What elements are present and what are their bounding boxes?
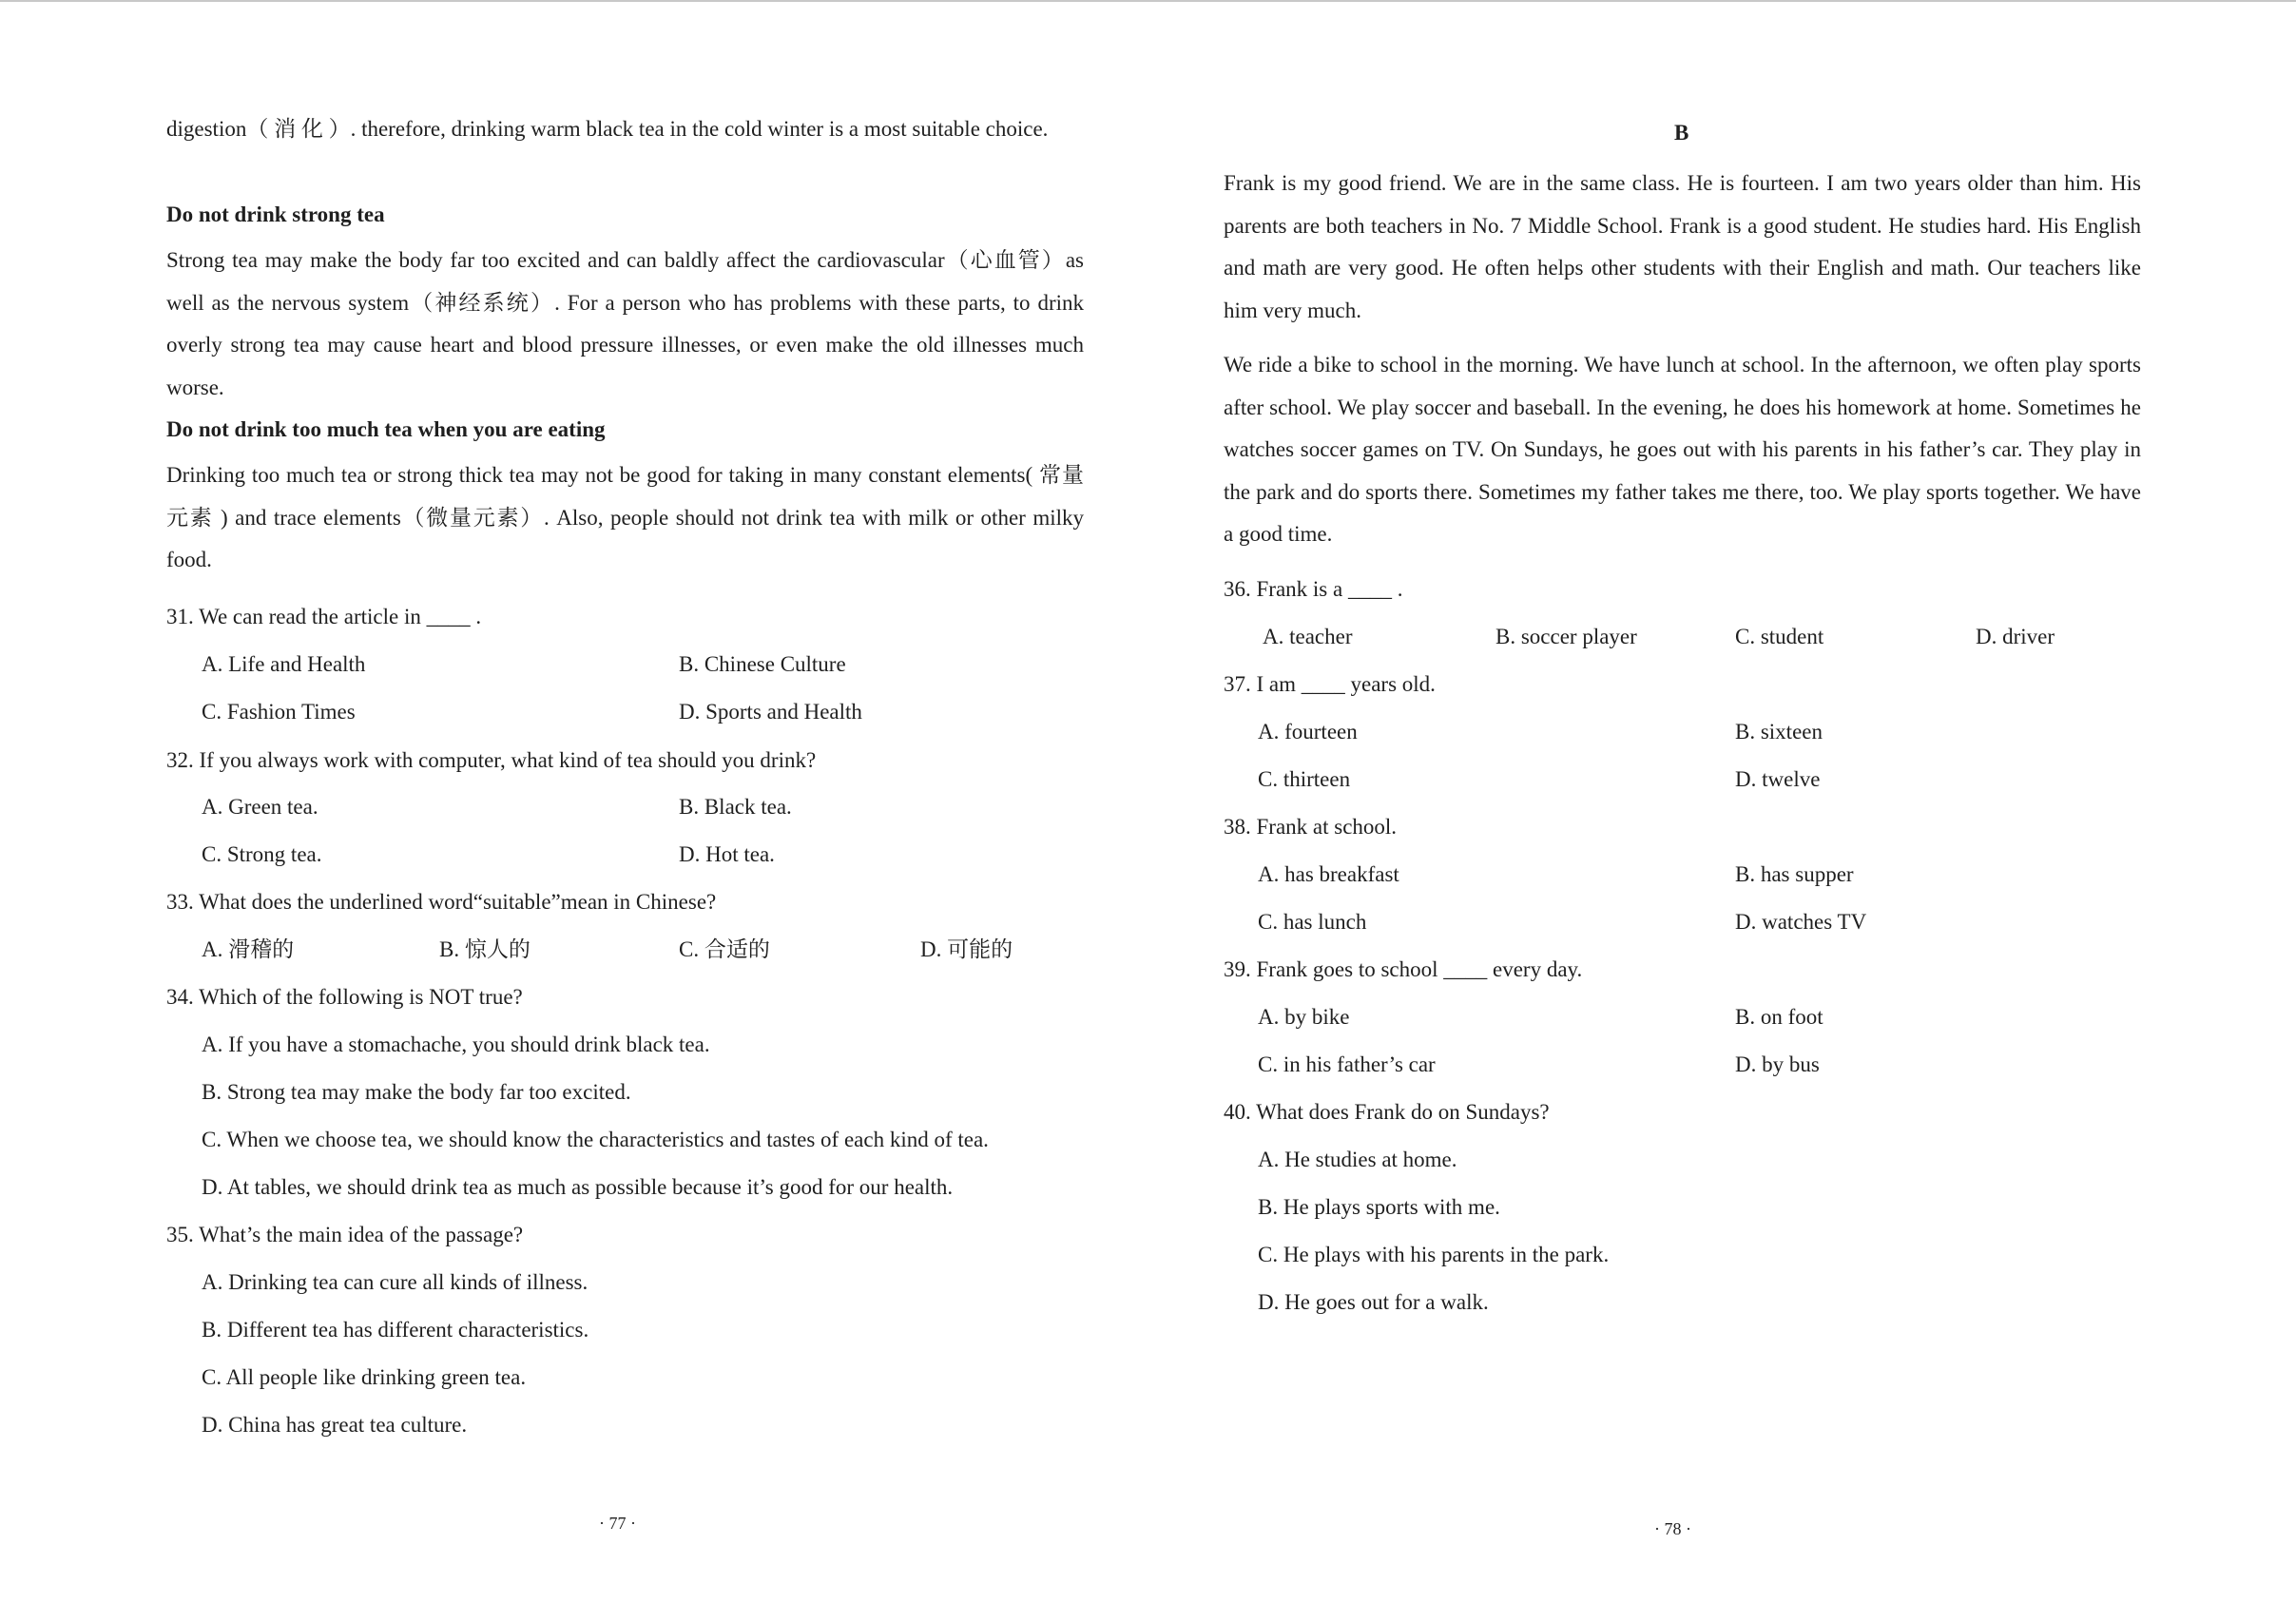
section-heading [166, 194, 1084, 236]
option-31-c[interactable]: C. Fashion Times [202, 700, 356, 724]
section-title: B [1674, 121, 1689, 145]
passage-paragraph: Strong tea may make the body far too excited and can baldly affect the cardiovascular（心血管）as well as the nervous system（神经系统）. For a person who has problems with these parts, to drink overly strong tea may cause heart and blood pressure illnesses, or even make the old illnesses much worse. [166, 248, 1084, 399]
heading-strong-tea: Do not drink strong tea [166, 203, 385, 226]
page-number: · 77 · [599, 1514, 636, 1533]
question-36: 36. Frank is a ____ . [1224, 577, 1403, 601]
passage-block [1224, 344, 2141, 556]
left-page [166, 0, 1084, 1622]
option-31-a[interactable]: A. Life and Health [202, 652, 366, 676]
passage-paragraph: digestion（ 消 化 ）. therefore, drinking warm black tea in the cold winter is a most suitable choice. [166, 117, 1049, 141]
passage-block [166, 454, 1084, 582]
option-35-c[interactable]: C. All people like drinking green tea. [202, 1365, 527, 1389]
option-35-d[interactable]: D. China has great tea culture. [202, 1413, 468, 1437]
option-34-a[interactable]: A. If you have a stomachache, you should drink black tea. [202, 1033, 710, 1056]
option-40-d[interactable]: D. He goes out for a walk. [1258, 1290, 1489, 1314]
option-34-b[interactable]: B. Strong tea may make the body far too excited. [202, 1080, 631, 1104]
question-35: 35. What’s the main idea of the passage? [166, 1223, 524, 1246]
option-33-a[interactable]: A. 滑稽的 [202, 937, 295, 961]
question-34: 34. Which of the following is NOT true? [166, 985, 523, 1009]
option-38-b[interactable]: B. has supper [1735, 862, 1854, 886]
option-38-d[interactable]: D. watches TV [1735, 910, 1867, 934]
passage-paragraph: We ride a bike to school in the morning. We have lunch at school. In the afternoon, we often play sports after school. We play soccer and baseball. In the evening, he does his homework at home. Sometimes he watches soccer games on TV. On Sundays, he goes out with his parents in his father’s car. They play in the park and do sports there. Sometimes my father takes me there, too. We play sports together. We have a good time. [1224, 353, 2141, 546]
option-35-b[interactable]: B. Different tea has different characteristics. [202, 1318, 589, 1342]
option-32-b[interactable]: B. Black tea. [679, 795, 792, 819]
option-37-d[interactable]: D. twelve [1735, 767, 1821, 791]
option-40-a[interactable]: A. He studies at home. [1258, 1148, 1457, 1171]
option-32-a[interactable]: A. Green tea. [202, 795, 318, 819]
option-40-b[interactable]: B. He plays sports with me. [1258, 1195, 1500, 1219]
option-35-a[interactable]: A. Drinking tea can cure all kinds of illness. [202, 1270, 588, 1294]
question-38: 38. Frank at school. [1224, 815, 1398, 839]
question-31: 31. We can read the article in ____ . [166, 605, 482, 628]
option-39-b[interactable]: B. on foot [1735, 1005, 1823, 1029]
passage-block [1224, 163, 2141, 332]
option-33-b[interactable]: B. 惊人的 [439, 937, 531, 961]
option-31-d[interactable]: D. Sports and Health [679, 700, 862, 724]
question-37: 37. I am ____ years old. [1224, 672, 1436, 696]
question-39: 39. Frank goes to school ____ every day. [1224, 957, 1583, 981]
option-36-d[interactable]: D. driver [1976, 625, 2055, 648]
heading-too-much-tea: Do not drink too much tea when you are eating [166, 417, 606, 441]
option-33-c[interactable]: C. 合适的 [679, 937, 770, 961]
option-38-a[interactable]: A. has breakfast [1258, 862, 1399, 886]
option-37-c[interactable]: C. thirteen [1258, 767, 1351, 791]
section-heading [166, 409, 1084, 451]
passage-paragraph: Frank is my good friend. We are in the same class. He is fourteen. I am two years older than him. His parents are both teachers in No. 7 Middle School. Frank is a good student. He studies hard. His English and math are very good. He often helps other students with their English and math. Our teachers like him very much. [1224, 171, 2141, 322]
option-32-d[interactable]: D. Hot tea. [679, 842, 775, 866]
option-39-c[interactable]: C. in his father’s car [1258, 1052, 1436, 1076]
option-32-c[interactable]: C. Strong tea. [202, 842, 322, 866]
option-36-b[interactable]: B. soccer player [1495, 625, 1637, 648]
question-33: 33. What does the underlined word“suitable”mean in Chinese? [166, 890, 717, 914]
right-page [1224, 0, 2141, 1622]
question-32: 32. If you always work with computer, what kind of tea should you drink? [166, 748, 817, 772]
option-39-d[interactable]: D. by bus [1735, 1052, 1820, 1076]
option-40-c[interactable]: C. He plays with his parents in the park. [1258, 1243, 1610, 1266]
option-37-a[interactable]: A. fourteen [1258, 720, 1358, 743]
passage-paragraph: Drinking too much tea or strong thick tea may not be good for taking in many constant elements( 常量元素 ) and trace elements（微量元素）. Also, people should not drink tea with milk or other milky food. [166, 463, 1084, 571]
option-34-d[interactable]: D. At tables, we should drink tea as much as possible because it’s good for our health. [202, 1175, 954, 1199]
question-40: 40. What does Frank do on Sundays? [1224, 1100, 1550, 1124]
passage-block [166, 240, 1084, 409]
option-36-a[interactable]: A. teacher [1263, 625, 1353, 648]
option-36-c[interactable]: C. student [1735, 625, 1824, 648]
page-number: · 78 · [1654, 1519, 1691, 1538]
option-37-b[interactable]: B. sixteen [1735, 720, 1823, 743]
option-34-c[interactable]: C. When we choose tea, we should know the characteristics and tastes of each kind of tea. [202, 1128, 989, 1151]
passage-continued [166, 108, 1084, 151]
option-33-d[interactable]: D. 可能的 [920, 937, 1013, 961]
option-31-b[interactable]: B. Chinese Culture [679, 652, 846, 676]
option-39-a[interactable]: A. by bike [1258, 1005, 1350, 1029]
option-38-c[interactable]: C. has lunch [1258, 910, 1367, 934]
